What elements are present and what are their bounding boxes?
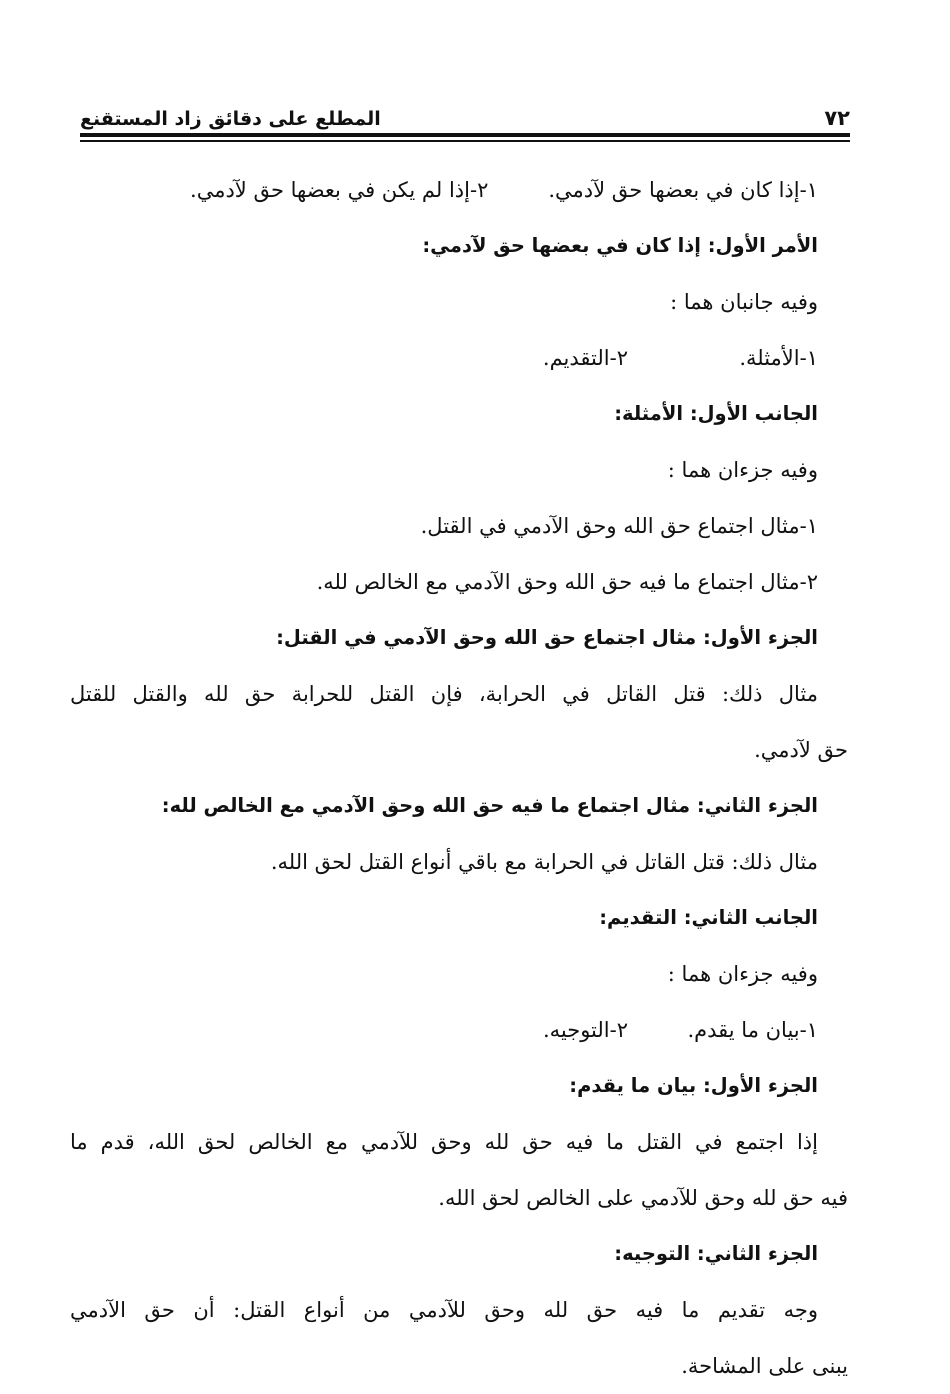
- list-item: ١-مثال اجتماع حق الله وحق الآدمي في القتل.: [420, 514, 818, 538]
- subsection-heading: الجانب الأول: الأمثلة:: [614, 402, 818, 425]
- list-line-1: [70, 162, 818, 218]
- list-item: ٢-مثال اجتماع ما فيه حق الله وحق الآدمي مع الخالص لله.: [316, 570, 818, 594]
- body-text: [70, 162, 848, 1394]
- part-heading: الجزء الثاني: مثال اجتماع ما فيه حق الله وحق الآدمي مع الخالص لله:: [161, 794, 818, 817]
- page-header: [80, 86, 850, 130]
- paragraph: إذا اجتمع في القتل ما فيه حق لله وحق للآدمي مع الخالص لحق الله، قدم ما: [70, 1130, 818, 1154]
- list-line-2: [70, 330, 818, 386]
- subsection-heading: الجانب الثاني: التقديم:: [599, 906, 818, 929]
- paragraph: وجه تقديم ما فيه حق لله وحق للآدمي من أنواع القتل: أن حق الآدمي: [70, 1298, 818, 1322]
- section-heading: الأمر الأول: إذا كان في بعضها حق لآدمي:: [422, 234, 818, 257]
- paragraph: وفيه جزءان هما :: [667, 962, 818, 986]
- list-item-1: ١-إذا كان في بعضها حق لآدمي.: [548, 178, 818, 202]
- list-item-2: ٢-التوجيه.: [542, 1018, 628, 1042]
- list-item-2: ٢-إذا لم يكن في بعضها حق لآدمي.: [190, 178, 489, 202]
- header-rule-thick: [80, 133, 850, 137]
- paragraph: مثال ذلك: قتل القاتل في الحرابة، فإن القتل للحرابة حق لله والقتل للقتل: [70, 682, 818, 706]
- list-item-2: ٢-التقديم.: [542, 346, 628, 370]
- page-number: ٧٢: [824, 106, 850, 130]
- paragraph-continuation: فيه حق لله وحق للآدمي على الخالص لحق الله.: [438, 1186, 848, 1210]
- list-item-1: ١-بيان ما يقدم.: [687, 1018, 818, 1042]
- running-title: المطلع على دقائق زاد المستقنع: [80, 108, 381, 130]
- paragraph-continuation: يبنى على المشاحة.: [681, 1354, 848, 1378]
- paragraph-continuation: حق لآدمي.: [754, 738, 848, 762]
- header-rule-thin: [80, 140, 850, 142]
- paragraph: مثال ذلك: قتل القاتل في الحرابة مع باقي أنواع القتل لحق الله.: [270, 850, 818, 874]
- paragraph: وفيه جانبان هما :: [670, 290, 818, 314]
- list-item-1: ١-الأمثلة.: [739, 346, 818, 370]
- part-heading: الجزء الأول: مثال اجتماع حق الله وحق الآدمي في القتل:: [276, 626, 818, 649]
- part-heading: الجزء الأول: بيان ما يقدم:: [569, 1074, 818, 1097]
- part-heading: الجزء الثاني: التوجيه:: [614, 1242, 818, 1265]
- paragraph: وفيه جزءان هما :: [667, 458, 818, 482]
- list-line-3: [70, 1002, 818, 1058]
